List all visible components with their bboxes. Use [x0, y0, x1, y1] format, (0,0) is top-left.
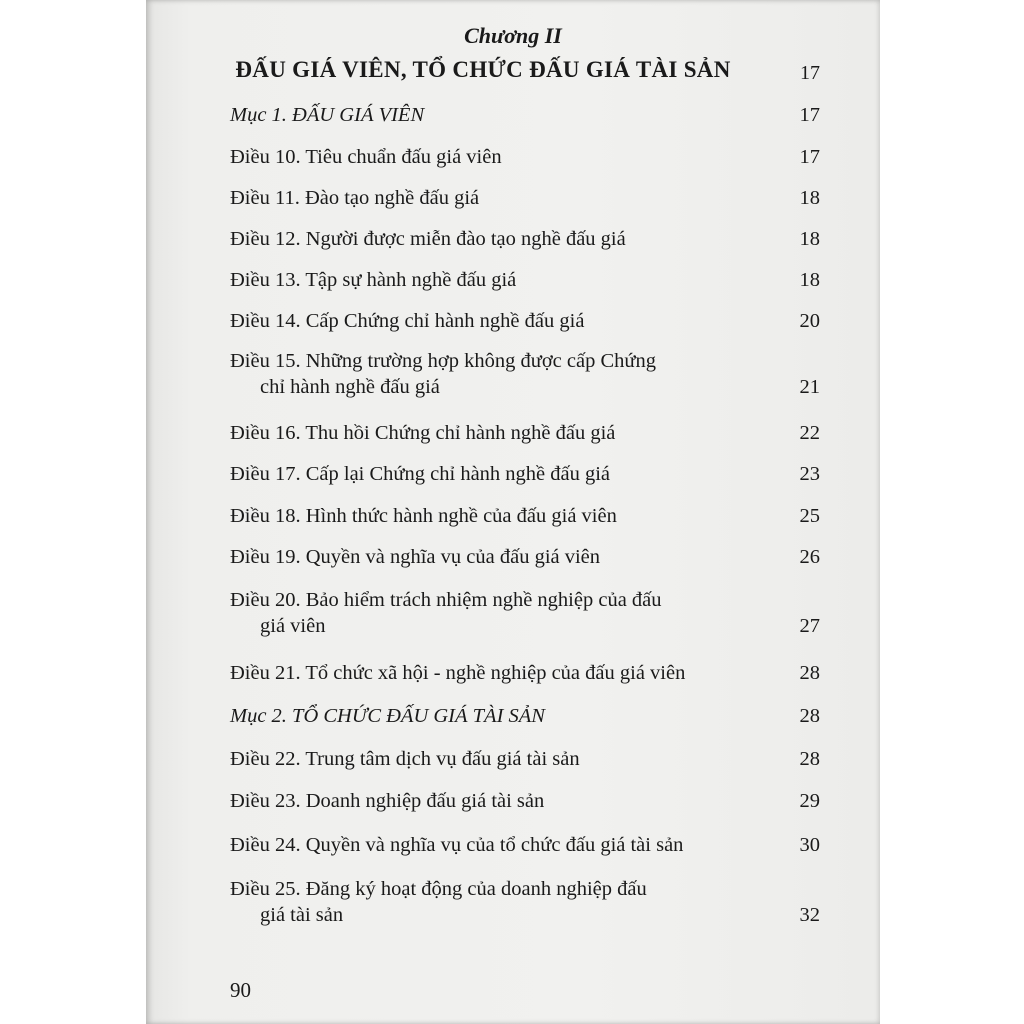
toc-entry-title: [230, 746, 820, 772]
toc-article-entry: [230, 185, 820, 211]
toc-entry-page: 18: [799, 269, 820, 291]
toc-entry-title: [230, 267, 820, 293]
toc-entry-page: 25: [799, 505, 820, 527]
toc-entry-page: 28: [799, 748, 820, 770]
toc-article-entry: [230, 587, 820, 639]
toc-section-entry: [230, 703, 820, 729]
toc-entry-line: Mục 2. TỔ CHỨC ĐẤU GIÁ TÀI SẢN: [230, 705, 545, 727]
toc-article-entry: [230, 832, 820, 858]
toc-entry-title: [230, 544, 820, 570]
toc-article-entry: [230, 144, 820, 170]
toc-article-entry: [230, 746, 820, 772]
toc-entry-line: Mục 1. ĐẤU GIÁ VIÊN: [230, 104, 425, 126]
toc-entry-page: 32: [799, 904, 820, 926]
toc-entry-page: 20: [799, 310, 820, 332]
toc-article-entry: [230, 544, 820, 570]
toc-entry-title: [230, 832, 820, 858]
toc-entry-line: Điều 19. Quyền và nghĩa vụ của đấu giá viên: [230, 546, 601, 568]
book-page: [146, 0, 880, 1024]
toc-article-entry: [230, 348, 820, 400]
toc-entry-page: 28: [799, 705, 820, 727]
toc-entry-title: [230, 420, 820, 446]
toc-entry-continuation: chỉ hành nghề đấu giá: [260, 376, 440, 398]
chapter-page-number: 17: [800, 62, 820, 84]
toc-entry-line: Điều 10. Tiêu chuẩn đấu giá viên: [230, 146, 502, 168]
toc-entry-page: 21: [799, 376, 820, 398]
chapter-number: Chương II: [464, 23, 562, 48]
toc-entry-title: [230, 660, 820, 686]
toc-entry-line: Điều 24. Quyền và nghĩa vụ của tổ chức đấu giá tài sản: [230, 834, 684, 856]
toc-entry-page: 23: [799, 463, 820, 485]
toc-entry-page: 17: [799, 104, 820, 126]
toc-entry-line: Điều 17. Cấp lại Chứng chỉ hành nghề đấu giá: [230, 463, 611, 485]
toc-entry-line: Điều 21. Tổ chức xã hội - nghề nghiệp của đấu giá viên: [230, 662, 686, 684]
toc-entry-page: 29: [799, 790, 820, 812]
toc-article-entry: [230, 267, 820, 293]
toc-entry-page: 18: [799, 187, 820, 209]
toc-entry-line: Điều 11. Đào tạo nghề đấu giá: [230, 187, 480, 209]
toc-entry-line: Điều 15. Những trường hợp không được cấp Chứng: [230, 350, 656, 372]
toc-article-entry: [230, 876, 820, 928]
toc-entry-line: Điều 20. Bảo hiểm trách nhiệm nghề nghiệp của đấu: [230, 589, 662, 611]
toc-entry-title: [230, 703, 820, 729]
toc-article-entry: [230, 788, 820, 814]
toc-entry-page: 27: [799, 615, 820, 637]
toc-article-entry: [230, 461, 820, 487]
toc-entry-title: [230, 226, 820, 252]
toc-entry-line: Điều 14. Cấp Chứng chỉ hành nghề đấu giá: [230, 310, 585, 332]
toc-entry-title: [230, 102, 820, 128]
toc-section-entry: [230, 102, 820, 128]
chapter-title: ĐẤU GIÁ VIÊN, TỔ CHỨC ĐẤU GIÁ TÀI SẢN: [235, 57, 731, 82]
chapter-heading: [146, 22, 880, 86]
toc-entry-line: Điều 12. Người được miễn đào tạo nghề đấu giá: [230, 228, 626, 250]
toc-entry-title: [230, 308, 820, 334]
page-folio: 90: [230, 978, 251, 1002]
toc-entry-line: Điều 22. Trung tâm dịch vụ đấu giá tài sản: [230, 748, 580, 770]
toc-article-entry: [230, 503, 820, 529]
toc-entry-title: [230, 503, 820, 529]
toc-entry-page: 17: [799, 146, 820, 168]
toc-article-entry: [230, 660, 820, 686]
toc-entry-title: [230, 185, 820, 211]
toc-entry-page: 28: [799, 662, 820, 684]
toc-entry-page: 26: [799, 546, 820, 568]
toc-article-entry: [230, 308, 820, 334]
toc-entry-line: Điều 23. Doanh nghiệp đấu giá tài sản: [230, 790, 545, 812]
toc-entry-line: Điều 16. Thu hồi Chứng chỉ hành nghề đấu giá: [230, 422, 616, 444]
toc-entry-continuation: giá viên: [260, 615, 326, 637]
toc-entry-title: [230, 348, 820, 400]
toc-entry-title: [230, 788, 820, 814]
toc-entry-title: [230, 144, 820, 170]
toc-entry-title: [230, 876, 820, 928]
toc-entry-page: 30: [799, 834, 820, 856]
toc-article-entry: [230, 226, 820, 252]
toc-entry-title: [230, 461, 820, 487]
toc-entry-line: Điều 18. Hình thức hành nghề của đấu giá viên: [230, 505, 617, 527]
toc-entry-line: Điều 13. Tập sự hành nghề đấu giá: [230, 269, 517, 291]
toc-entry-page: 22: [799, 422, 820, 444]
toc-entry-continuation: giá tài sản: [260, 904, 344, 926]
toc-article-entry: [230, 420, 820, 446]
toc-entry-page: 18: [799, 228, 820, 250]
toc-entry-title: [230, 587, 820, 639]
toc-entry-line: Điều 25. Đăng ký hoạt động của doanh nghiệp đấu: [230, 878, 647, 900]
